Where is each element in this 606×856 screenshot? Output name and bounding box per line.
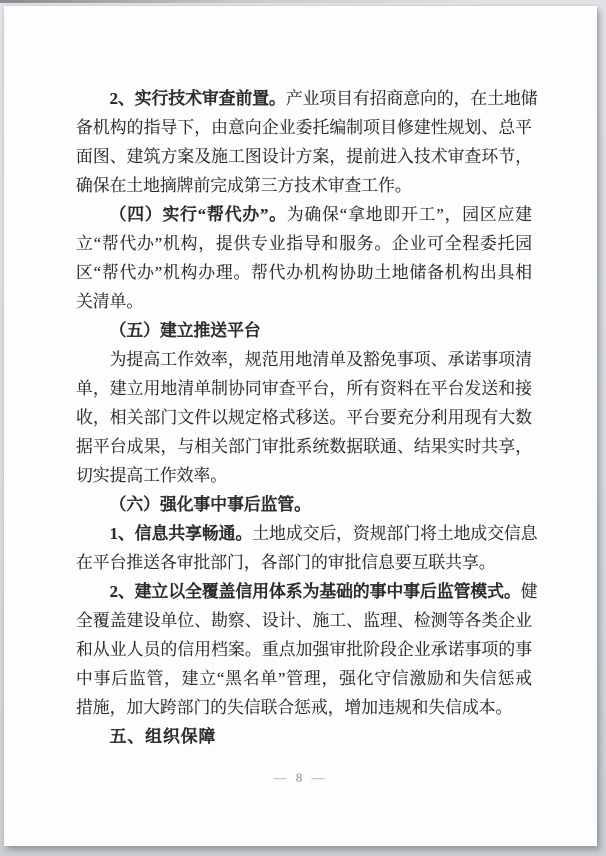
text-run: 收，相关部门文件以规定格式移送。平台要充分利用现有大数	[76, 408, 532, 427]
text-run: 关清单。	[76, 292, 144, 311]
text-line	[76, 461, 532, 490]
text-line	[76, 635, 532, 664]
para-1-info-sharing	[76, 519, 538, 577]
text-run: 和从业人员的信用档案。重点加强审批阶段企业承诺事项的事	[76, 640, 532, 659]
text-line	[76, 403, 532, 432]
heading-section-5-organization	[76, 722, 532, 751]
text-line	[76, 519, 538, 548]
bold-text-run: 1、信息共享畅通。	[109, 524, 253, 543]
text-run: 为提高工作效率，规范用地清单及豁免事项、承诺事项清	[109, 350, 532, 369]
text-line	[76, 548, 532, 577]
page-number: — 8 —	[273, 770, 328, 785]
text-run: 据平台成果，与相关部门审批系统数据联通、结果实时共享，	[76, 437, 532, 456]
text-run: 土地成交后，资规部门将土地成交信息	[252, 524, 538, 543]
text-line	[76, 113, 532, 142]
text-line	[76, 606, 532, 635]
text-run: 为确保“拿地即开工”，园区应建	[286, 205, 532, 224]
text-line	[76, 171, 532, 200]
bold-text-run: （六）强化事中事后监管。	[109, 495, 311, 514]
text-line	[76, 374, 532, 403]
text-line	[76, 258, 532, 287]
para-2-credit-system	[76, 577, 538, 722]
text-run: 备机构的指导下，由意向企业委托编制项目修建性规划、总平	[76, 118, 532, 137]
text-run: 切实提高工作效率。	[76, 466, 228, 485]
text-line	[76, 345, 532, 374]
text-run: 健	[520, 582, 538, 601]
bold-text-run: 2、实行技术审查前置。	[109, 89, 286, 108]
text-line	[76, 200, 532, 229]
bold-text-run: （五）建立推送平台	[109, 321, 261, 340]
text-line	[76, 577, 538, 606]
text-line	[76, 229, 532, 258]
text-line	[76, 287, 532, 316]
heading-6-supervision	[76, 490, 532, 519]
text-run: 区“帮代办”机构办理。帮代办机构协助土地储备机构出具相	[76, 263, 532, 282]
text-run: 产业项目有招商意向的，在土地储	[285, 89, 538, 108]
text-run: 全覆盖建设单位、勘察、设计、施工、监理、检测等各类企业	[76, 611, 532, 630]
text-line	[76, 722, 532, 751]
text-line	[76, 664, 532, 693]
text-run: 立“帮代办”机构，提供专业指导和服务。企业可全程委托园	[76, 234, 532, 253]
para-platform-detail	[76, 345, 532, 490]
document-body	[4, 6, 538, 751]
text-line	[76, 142, 532, 171]
bold-text-run: 2、建立以全覆盖信用体系为基础的事中事后监管模式。	[109, 582, 521, 601]
text-run: 措施，加大跨部门的失信联合惩戒，增加违规和失信成本。	[76, 698, 513, 717]
bold-text-run: （四）实行“帮代办”。	[109, 205, 287, 224]
scan-top-edge-shadow	[0, 0, 606, 3]
document-page	[4, 6, 597, 846]
text-run: 单，建立用地清单制协同审查平台，所有资料在平台发送和接	[76, 379, 532, 398]
heading-5-push-platform	[76, 316, 532, 345]
para-2-technical-review-front	[76, 84, 538, 200]
text-line	[76, 693, 532, 722]
text-line	[76, 84, 538, 113]
text-line	[76, 490, 532, 519]
text-line	[76, 316, 532, 345]
text-line	[76, 432, 532, 461]
text-run: 中事后监管，建立“黑名单”管理，强化守信激励和失信惩戒	[76, 669, 532, 688]
text-run: 面图、建筑方案及施工图设计方案，提前进入技术审查环节，	[76, 147, 532, 166]
text-run: 确保在土地摘牌前完成第三方技术审查工作。	[76, 176, 412, 195]
bold-text-run: 五、组织保障	[109, 727, 217, 746]
text-run: 在平台推送各审批部门，各部门的审批信息要互联共享。	[76, 553, 496, 572]
para-4-help-agency	[76, 200, 532, 316]
